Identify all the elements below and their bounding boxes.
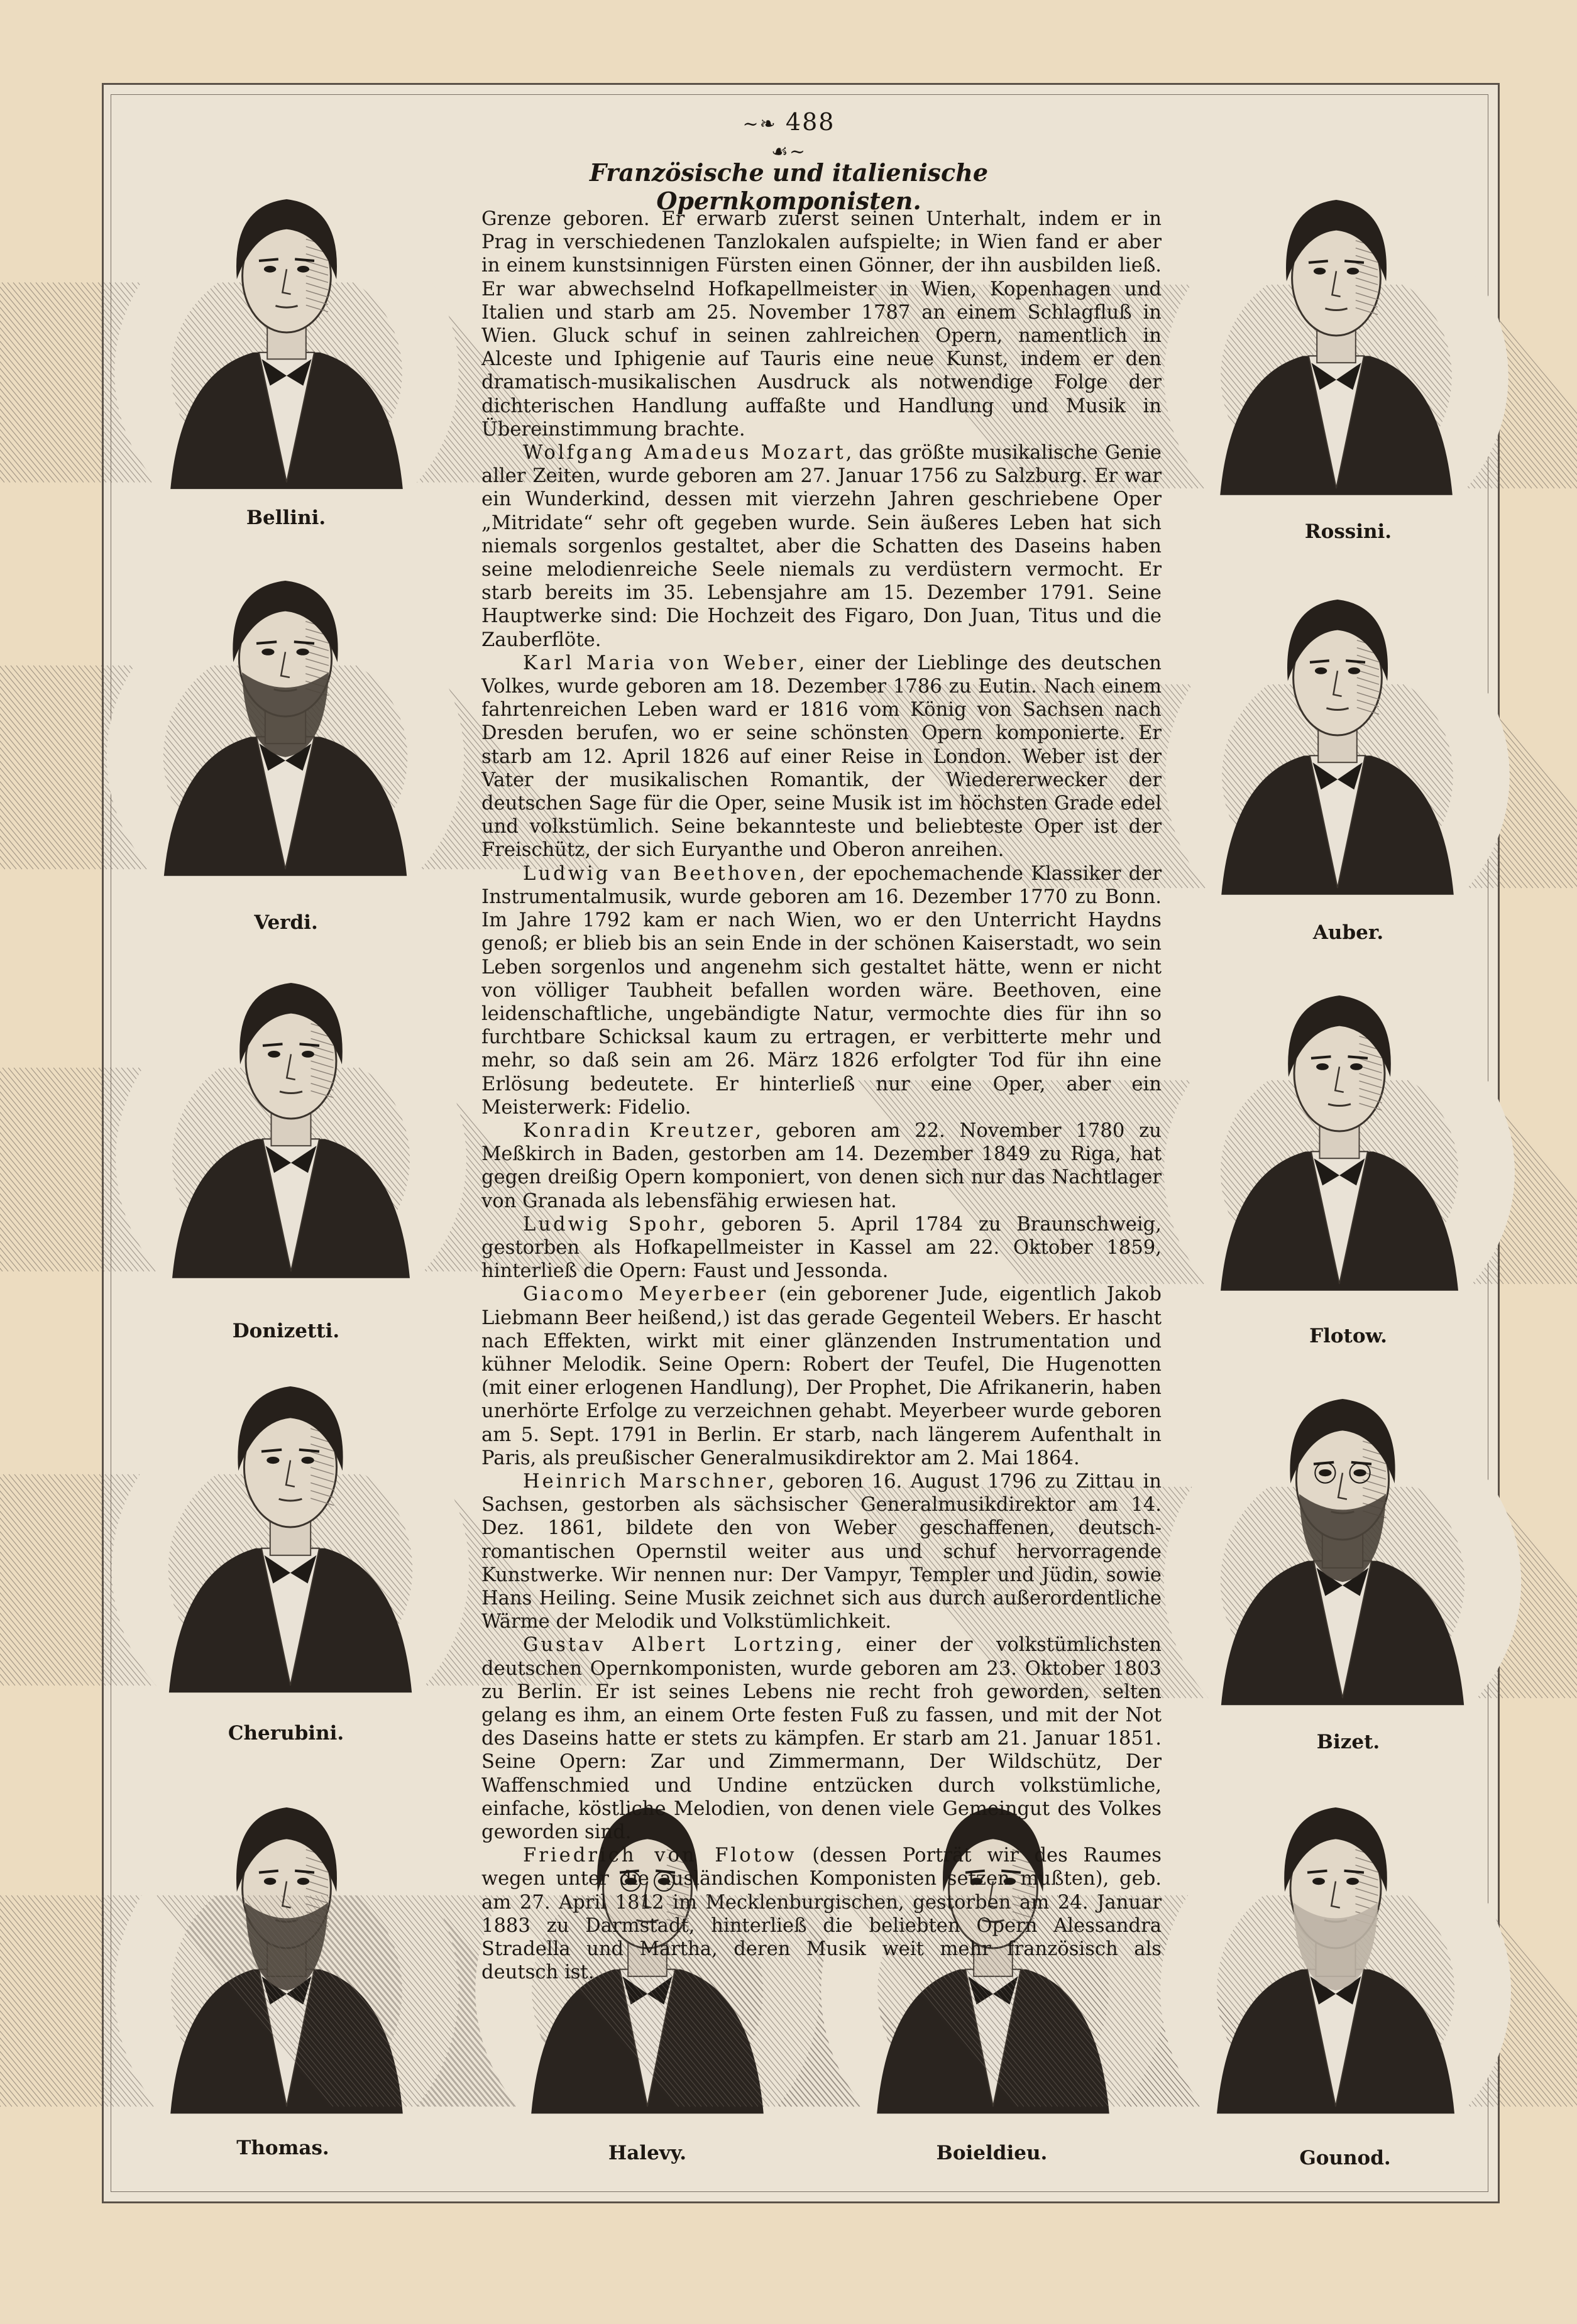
portrait-bizet: [1198, 1364, 1487, 1716]
portrait-caption: Thomas.: [236, 2137, 329, 2159]
page-number: [726, 108, 852, 163]
composer-name: Giacomo Meyerbeer: [523, 1283, 769, 1306]
portrait-caption: Halevy.: [608, 2142, 687, 2164]
portrait-caption: Gounod.: [1299, 2147, 1391, 2169]
ornament-right-icon: ☙~: [771, 141, 807, 163]
portrait-caption: Cherubini.: [228, 1722, 344, 1745]
article-body: [481, 207, 1162, 1984]
portrait-caption: Rossini.: [1304, 520, 1392, 543]
paragraph-text: , geboren 5. April 1784 zu Braunschweig, gestorben als Hofkapellmeister in Kassel am 22. Oktober 1859, hinterließ die Opern: Faust und Jessonda.: [481, 1213, 1162, 1283]
composer-name: Wolfgang Amadeus Mozart: [523, 442, 846, 464]
paragraph: [481, 441, 1162, 652]
portrait-caption: Boieldieu.: [936, 2142, 1048, 2164]
portrait-engraving: [1199, 566, 1476, 905]
portrait-cherubini: [146, 1351, 435, 1703]
portrait-bellini: [148, 166, 425, 499]
portrait-engraving: [1194, 1772, 1477, 2124]
portrait-engraving: [1198, 1364, 1487, 1716]
composer-name: Karl Maria von Weber: [523, 652, 799, 674]
paragraph: [481, 1844, 1162, 1984]
portrait-auber: [1199, 566, 1476, 905]
paragraph: [481, 1470, 1162, 1633]
portrait-flotow: [1198, 962, 1481, 1301]
composer-name: Ludwig Spohr: [523, 1213, 700, 1236]
portrait-engraving: [148, 166, 425, 499]
portrait-caption: Bellini.: [246, 507, 326, 529]
paragraph-text: , das größte musikalische Genie aller Zeiten, wurde geboren am 27. Januar 1756 zu Salzburg. Er war ein Wunderkind, dessen mit vierzehn Jahren geschriebene Oper „Mitridate“ sehr oft gegeben wurde. Sein äußeres Leben hat sich niemals sorgenlos gestaltet, aber die Schatten des Daseins haben seine melodienreiche Seele niemals zu verdüstern vermocht. Er starb bereits im 35. Lebensjahre am 15. Dezember 1791. Seine Hauptwerke sind: Die Hochzeit des Figaro, Don Juan, Titus und die Zauberflöte.: [481, 442, 1162, 651]
portrait-engraving: [1198, 962, 1481, 1301]
ornament-left-icon: ~❧: [742, 113, 777, 135]
paragraph-text: , geboren am 22. November 1780 zu Meßkirch in Baden, gestorben am 14. Dezember 1849 zu Riga, hat gegen dreißig Opern komponiert, von denen sich nur das Nachtlager von Granada als lebensfähig erwiesen hat.: [481, 1119, 1162, 1212]
portrait-caption: Verdi.: [254, 911, 318, 934]
paragraph: [481, 1119, 1162, 1213]
portrait-donizetti: [150, 949, 432, 1288]
composer-name: Heinrich Marschner: [523, 1470, 769, 1493]
portrait-engraving: [1198, 166, 1475, 505]
paragraph: [481, 1213, 1162, 1283]
portrait-engraving: [146, 1351, 435, 1703]
paragraph: [481, 1633, 1162, 1844]
page-number-value: 488: [785, 108, 835, 136]
portrait-caption: Flotow.: [1309, 1325, 1387, 1347]
composer-name: Friedrich von Flotow: [523, 1844, 797, 1867]
paragraph-text: (dessen Porträt wir des Raumes wegen unter die ausländischen Komponisten setzen mußten), geb. am 27. April 1812 im Mecklenburgischen, gestorben am 24. Januar 1883 zu Darmstadt, hinterließ die beliebten Opern Alessandra Stradella und Martha, deren Musik weit mehr französisch als deutsch ist.: [481, 1844, 1162, 1984]
paragraph-text: , einer der volkstümlichsten deutschen Opernkomponisten, wurde geboren am 23. Oktober 1803 zu Berlin. Er ist seines Lebens nie recht froh geworden, selten gelang es ihm, an einem Orte festen Fuß zu fassen, und mit der Not des Daseins hatte er stets zu kämpfen. Er starb am 21. Januar 1851. Seine Opern: Zar und Zimmermann, Der Wildschütz, Der Waffenschmied und Undine entzücken durch volkstümliche, einfache, köstliche Melodien, von denen viele Gemeingut des Volkes geworden sind.: [481, 1634, 1162, 1844]
portrait-engraving: [141, 547, 430, 886]
paragraph-text: , einer der Lieblinge des deutschen Volkes, wurde geboren am 18. Dezember 1786 zu Eutin. Nach einem fahrtenreichen Leben ward er 1816 vom König von Sachsen nach Dresden berufen, wo er seine schönsten Opern komponierte. Er starb am 12. April 1826 auf einer Reise in London. Weber ist der Vater der musikalischen Romantik, der Wiedererwecker der deutschen Sage für die Oper, seine Musik ist im höchsten Grade edel und volkstümlich. Seine bekannteste und beliebteste Oper ist der Freischütz, der sich Euryanthe und Oberon anreihen.: [481, 652, 1162, 862]
paragraph: [481, 207, 1162, 441]
paragraph: [481, 652, 1162, 862]
portrait-caption: Donizetti.: [232, 1320, 340, 1342]
portrait-caption: Bizet.: [1316, 1731, 1380, 1753]
paragraph: [481, 1283, 1162, 1470]
paragraph-text: (ein geborener Jude, eigentlich Jakob Liebmann Beer heißend,) ist das gerade Gegenteil Webers. Er hascht nach Effekten, wirkt mit einer glänzenden Instrumentation und kühner Melodik. Seine Opern: Robert der Teufel, Die Hugenotten (mit einer erlogenen Handlung), Der Prophet, Die Afrikanerin, haben unerhörte Erfolge zu verzeichnen gehabt. Meyerbeer wurde geboren am 5. Sept. 1791 in Berlin. Er starb, nach längerem Aufenthalt in Paris, als preußischer Generalmusikdirektor am 2. Mai 1864.: [481, 1283, 1162, 1469]
page-title: Französische und italienische Opernkomponisten.: [589, 158, 988, 215]
portrait-rossini: [1198, 166, 1475, 505]
composer-name: Gustav Albert Lortzing: [523, 1634, 837, 1657]
portrait-verdi: [141, 547, 430, 886]
portrait-caption: Auber.: [1312, 921, 1384, 944]
paragraph-text: Grenze geboren. Er erwarb zuerst seinen Unterhalt, indem er in Prag in verschiedenen Tanzlokalen aufspielte; in Wien fand er aber in einem kunstsinnigen Fürsten einen Gönner, der ihn ausbilden ließ. Er war abwechselnd Hofkapellmeister in Wien, Kopenhagen und Italien und starb am 25. November 1787 an einem Schlagfluß in Wien. Gluck schuf in seinen zahlreichen Opern, namentlich in Alceste und Iphigenie auf Tauris eine neue Kunst, indem er den dramatisch-musikalischen Ausdruck als notwendige Folge der dichterischen Handlung auffaßte und Handlung und Musik in Übereinstimmung brachte.: [481, 208, 1162, 441]
portrait-engraving: [150, 949, 432, 1288]
composer-name: Konradin Kreutzer: [523, 1119, 756, 1142]
paragraph-text: , der epochemachende Klassiker der Instrumentalmusik, wurde geboren am 16. Dezember 1770 zu Bonn. Im Jahre 1792 kam er nach Wien, wo er den Unterricht Haydns genoß; er blieb bis an sein Ende in der schönen Kaiserstadt, wo sein Leben sorgenlos und angenehm sich gestaltet hätte, wenn er nicht von völliger Taubheit befallen worden wäre. Beethoven, eine leidenschaftliche, ungebändigte Natur, vermochte dies für ihn so furchtbare Schicksal kaum zu ertragen, er verbitterte mehr und mehr, so daß sein am 26. März 1826 erfolgter Tod für ihn eine Erlösung bedeutete. Er hinterließ nur eine Oper, aber ein Meisterwerk: Fidelio.: [481, 862, 1162, 1119]
paragraph-text: , geboren 16. August 1796 zu Zittau in Sachsen, gestorben als sächsischer Generalmusikdirektor am 14. Dez. 1861, bildete den von Weber geschaffenen, deutsch-romantischen Opernstil weiter aus und schuf hervorragende Kunstwerke. Wir nennen nur: Der Vampyr, Templer und Jüdin, sowie Hans Heiling. Seine Musik zeichnet sich aus durch außerordentliche Wärme der Melodik und Volkstümlichkeit.: [481, 1470, 1162, 1633]
paragraph: [481, 862, 1162, 1119]
portrait-gounod: [1194, 1772, 1477, 2124]
composer-name: Ludwig van Beethoven: [523, 862, 799, 885]
